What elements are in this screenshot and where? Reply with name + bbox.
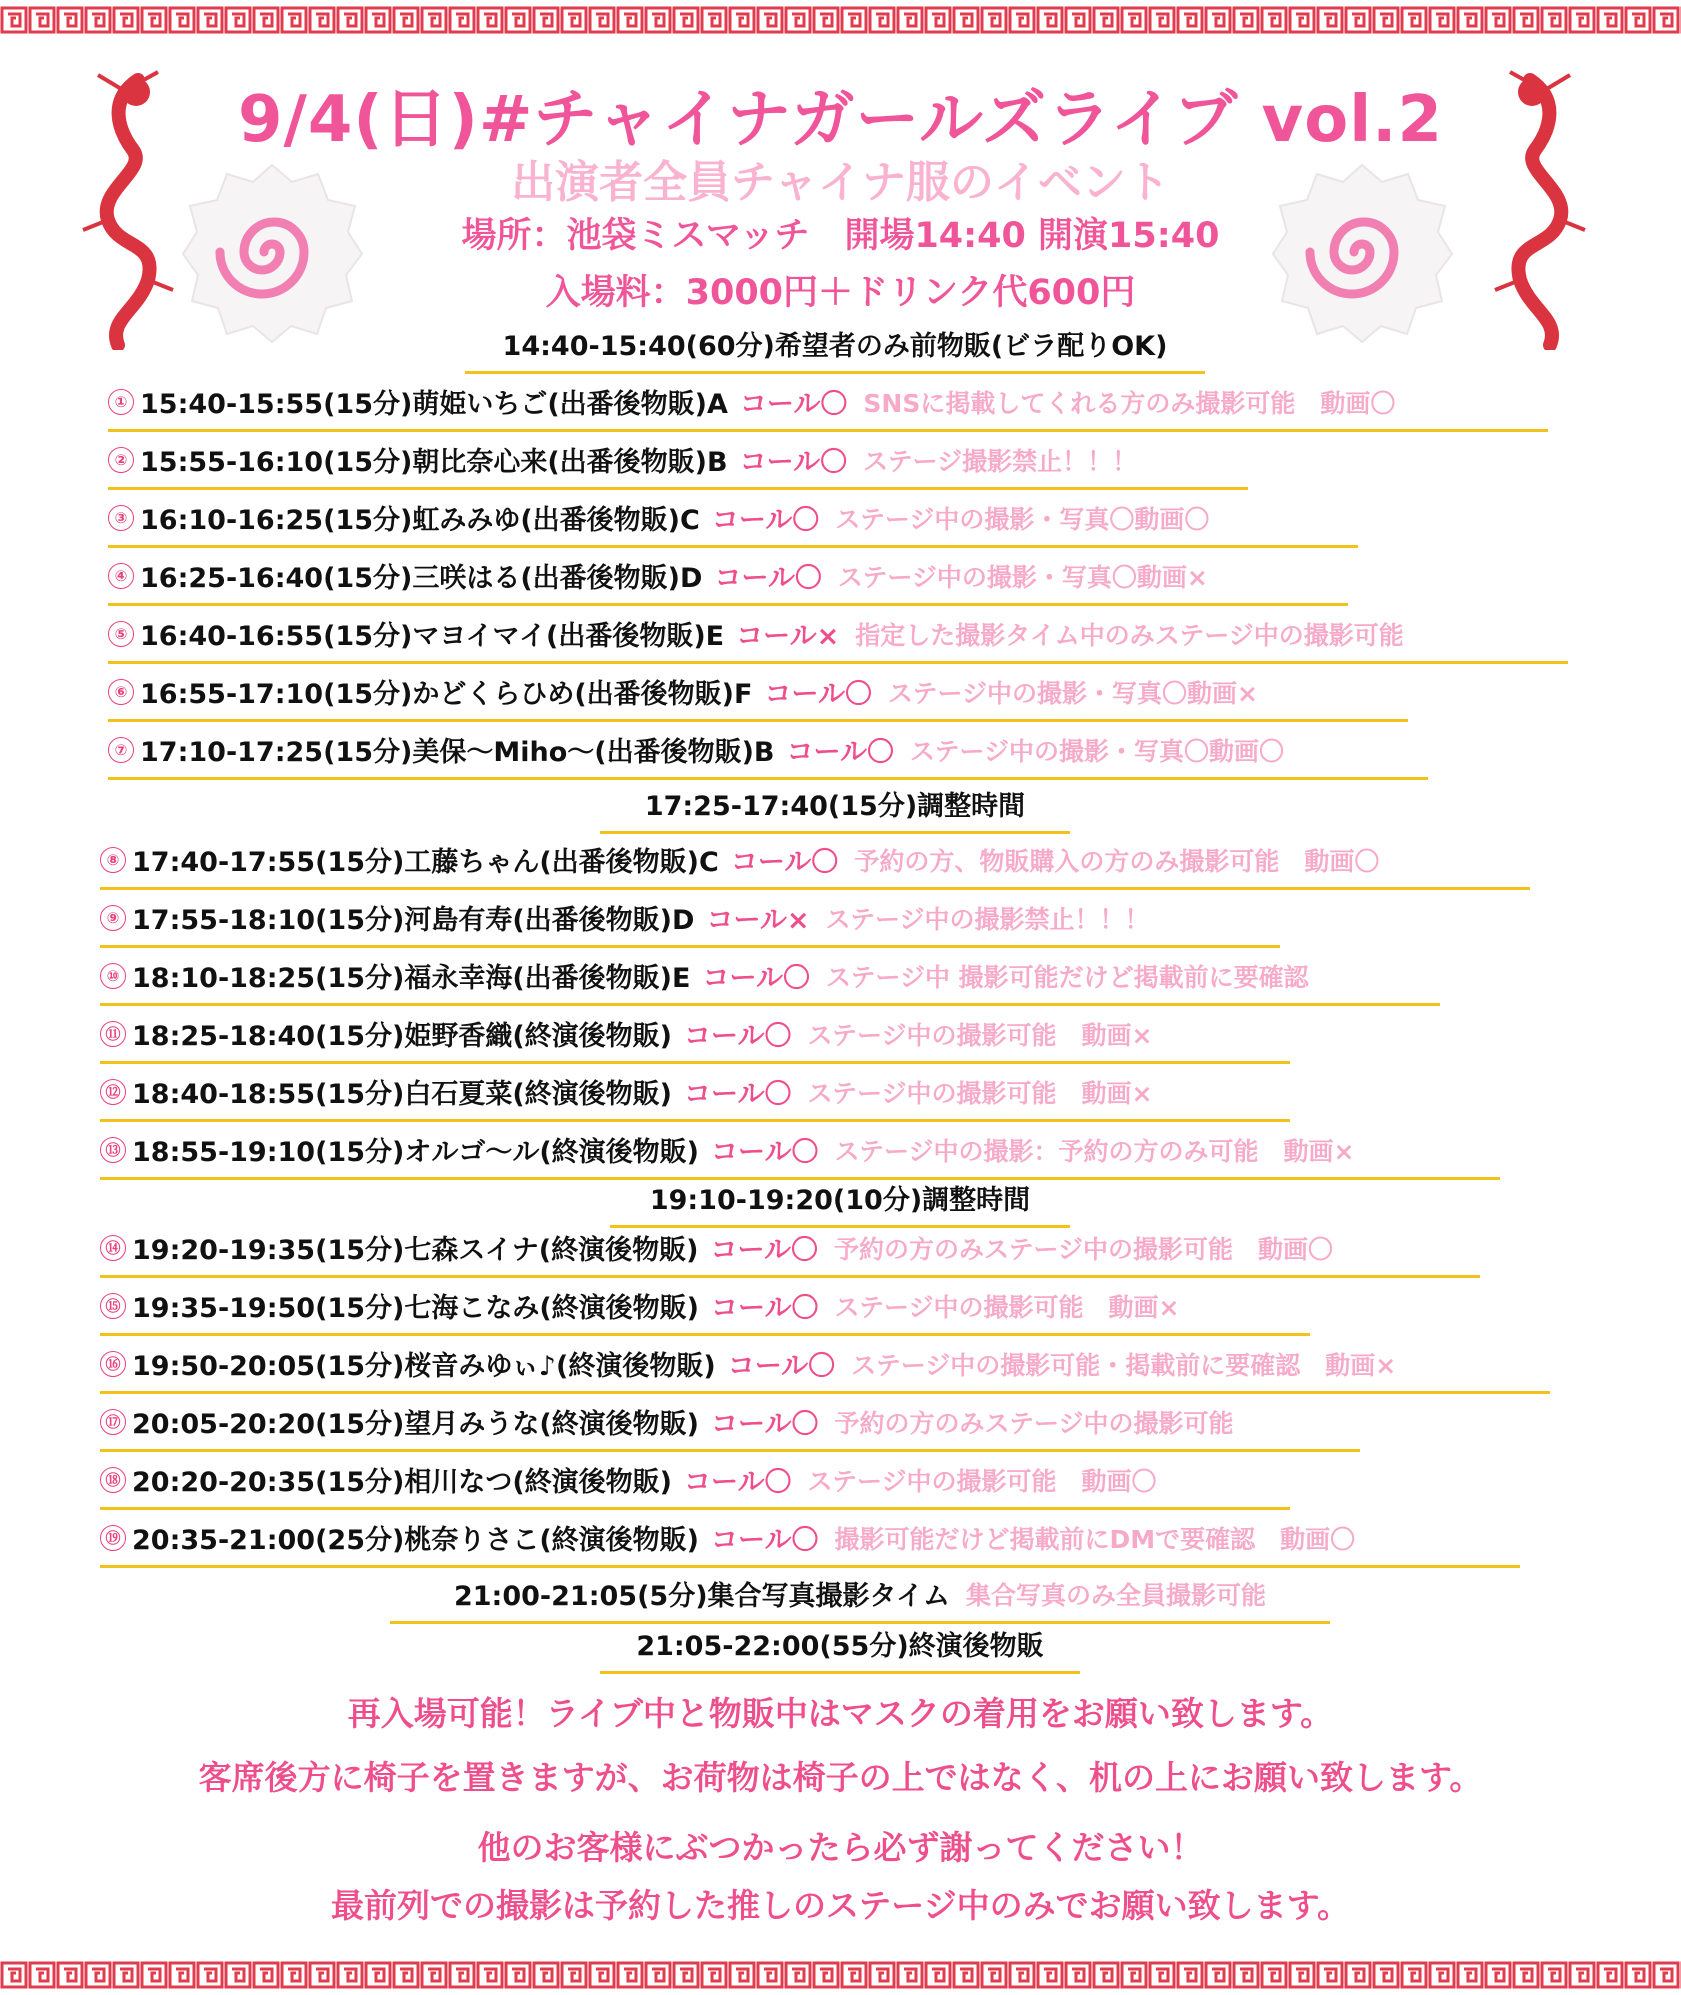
row-number: ⑲ <box>100 1525 126 1551</box>
row-note: ステージ撮影禁止！！！ <box>863 446 1138 476</box>
greek-key-border-bottom <box>0 1955 1681 1995</box>
schedule-row <box>100 832 1530 890</box>
row-note: 撮影可能だけど掲載前にDMで要確認 動画〇 <box>834 1524 1356 1554</box>
row-note: ステージ中の撮影禁止！！！ <box>825 904 1150 934</box>
row-number: ⑤ <box>108 621 134 647</box>
row-note: ステージ中の撮影・写真〇動画〇 <box>835 504 1210 534</box>
row-main: 19:35-19:50(15分)七海こなみ(終演後物販) <box>132 1293 700 1324</box>
row-number: ⑦ <box>108 737 134 763</box>
notice-front-row: 最前列での撮影は予約した推しのステージ中のみでお願い致します。 <box>330 1886 1351 1925</box>
break-text: 19:10-19:20(10分)調整時間 <box>649 1185 1031 1216</box>
row-number: ⑧ <box>100 847 126 873</box>
row-main: 20:20-20:35(15分)相川なつ(終演後物販) <box>132 1467 673 1498</box>
row-main: 17:10-17:25(15分)美保～Miho～(出番後物販)B <box>140 737 775 768</box>
schedule-row <box>100 1220 1480 1278</box>
row-note: SNSに掲載してくれる方のみ撮影可能 動画〇 <box>863 388 1396 418</box>
break-text: 14:40-15:40(60分)希望者のみ前物販(ビラ配りOK) <box>502 331 1168 362</box>
schedule-row <box>100 1006 1290 1064</box>
break-text: 17:25-17:40(15分)調整時間 <box>644 791 1026 822</box>
row-main: 19:20-19:35(15分)七森スイナ(終演後物販) <box>132 1235 699 1266</box>
row-number: ① <box>108 389 134 415</box>
schedule-row <box>108 374 1548 432</box>
row-note: ステージ中 撮影可能だけど掲載前に要確認 <box>825 962 1309 992</box>
row-note: 予約の方のみステージ中の撮影可能 動画〇 <box>833 1234 1333 1264</box>
row-number: ⑨ <box>100 905 126 931</box>
row-call: コール〇 <box>711 1525 819 1556</box>
row-main: 18:40-18:55(15分)白石夏菜(終演後物販) <box>132 1079 673 1110</box>
row-call: コール〇 <box>711 1409 819 1440</box>
row-call: コール〇 <box>711 1137 819 1168</box>
row-number: ⑯ <box>100 1351 126 1377</box>
row-note: ステージ中の撮影・写真〇動画× <box>837 562 1208 592</box>
row-call: コール〇 <box>684 1021 792 1052</box>
row-main: 20:35-21:00(25分)桃奈りさこ(終演後物販) <box>132 1525 700 1556</box>
row-number: ⑱ <box>100 1467 126 1493</box>
schedule-row <box>100 1278 1310 1336</box>
schedule-row <box>100 1394 1360 1452</box>
schedule-row <box>108 548 1348 606</box>
notice-reentry: 再入場可能！ライブ中と物販中はマスクの着用をお願い致します。 <box>347 1694 1334 1733</box>
venue-info: 場所：池袋ミスマッチ 開場14:40 開演15:40 <box>461 216 1220 256</box>
schedule-row <box>100 1336 1550 1394</box>
row-note: ステージ中の撮影可能 動画〇 <box>807 1466 1157 1496</box>
notice-chairs: 客席後方に椅子を置きますが、お荷物は椅子の上ではなく、机の上にお願い致します。 <box>198 1758 1483 1797</box>
row-call: コール〇 <box>684 1079 792 1110</box>
break-note: 集合写真のみ全員撮影可能 <box>966 1580 1267 1610</box>
row-main: 17:55-18:10(15分)河島有寿(出番後物販)D <box>132 905 695 936</box>
row-note: 指定した撮影タイム中のみステージ中の撮影可能 <box>855 620 1404 650</box>
schedule-row <box>100 1452 1290 1510</box>
row-number: ⑫ <box>100 1079 126 1105</box>
break-text: 21:00-21:05(5分)集合写真撮影タイム <box>453 1581 950 1612</box>
row-note: ステージ中の撮影可能 動画× <box>807 1078 1153 1108</box>
entry-fee: 入場料：3000円＋ドリンク代600円 <box>545 273 1136 313</box>
row-number: ⑪ <box>100 1021 126 1047</box>
schedule-row <box>100 948 1440 1006</box>
row-call: コール〇 <box>710 1235 818 1266</box>
schedule-break <box>465 316 1205 374</box>
row-note: ステージ中の撮影・写真〇動画× <box>887 678 1258 708</box>
row-number: ⑬ <box>100 1137 126 1163</box>
schedule-row <box>108 490 1358 548</box>
row-call: コール〇 <box>739 447 848 478</box>
row-main: 15:55-16:10(15分)朝比奈心来(出番後物販)B <box>140 447 728 478</box>
row-note: ステージ中の撮影：予約の方のみ可能 動画× <box>834 1136 1355 1166</box>
row-number: ⑩ <box>100 963 126 989</box>
schedule-break <box>600 1616 1080 1674</box>
row-note: ステージ中の撮影可能 動画× <box>807 1020 1153 1050</box>
break-text: 21:05-22:00(55分)終演後物販 <box>636 1631 1044 1662</box>
row-number: ⑥ <box>108 679 134 705</box>
schedule-row <box>108 722 1428 780</box>
row-call: コール〇 <box>739 389 848 420</box>
row-call: コール〇 <box>711 1293 819 1324</box>
row-main: 16:25-16:40(15分)三咲はる(出番後物販)D <box>140 563 703 594</box>
schedule-row <box>100 1510 1520 1568</box>
row-number: ⑮ <box>100 1293 126 1319</box>
schedule-row <box>100 1064 1290 1122</box>
greek-key-border-top <box>0 0 1681 40</box>
row-number: ⑭ <box>100 1235 126 1261</box>
row-call: コール〇 <box>702 963 810 994</box>
row-call: コール× <box>736 621 840 652</box>
schedule-row <box>108 606 1568 664</box>
row-main: 18:25-18:40(15分)姫野香織(終演後物販) <box>132 1021 673 1052</box>
notice-apologize: 他のお客様にぶつかったら必ず謝ってください！ <box>477 1828 1204 1867</box>
row-number: ② <box>108 447 134 473</box>
row-note: ステージ中の撮影・写真〇動画〇 <box>909 736 1284 766</box>
row-call: コール〇 <box>730 847 839 878</box>
row-note: ステージ中の撮影可能・掲載前に要確認 動画× <box>851 1350 1397 1380</box>
row-note: 予約の方のみステージ中の撮影可能 <box>834 1408 1234 1438</box>
row-number: ⑰ <box>100 1409 126 1435</box>
row-call: コール〇 <box>714 563 822 594</box>
event-subtitle: 出演者全員チャイナ服のイベント <box>511 157 1170 208</box>
row-main: 16:10-16:25(15分)虹みみゆ(出番後物販)C <box>140 505 700 536</box>
schedule-break <box>600 776 1070 834</box>
row-note: 予約の方、物販購入の方のみ撮影可能 動画〇 <box>854 846 1380 876</box>
schedule-row <box>108 432 1248 490</box>
row-main: 15:40-15:55(15分)萌姫いちご(出番後物販)A <box>140 389 728 420</box>
row-main: 18:10-18:25(15分)福永幸海(出番後物販)E <box>132 963 691 994</box>
row-number: ③ <box>108 505 134 531</box>
schedule-row <box>108 664 1408 722</box>
row-call: コール〇 <box>684 1467 792 1498</box>
row-call: コール〇 <box>764 679 872 710</box>
row-main: 19:50-20:05(15分)桜音みゆぃ♪(終演後物販) <box>132 1351 716 1382</box>
row-call: コール〇 <box>786 737 894 768</box>
row-call: コール〇 <box>727 1351 836 1382</box>
row-main: 16:40-16:55(15分)マヨイマイ(出番後物販)E <box>140 621 725 652</box>
row-call: コール〇 <box>711 505 820 536</box>
row-main: 17:40-17:55(15分)工藤ちゃん(出番後物販)C <box>132 847 719 878</box>
row-main: 20:05-20:20(15分)望月みうな(終演後物販) <box>132 1409 700 1440</box>
row-main: 16:55-17:10(15分)かどくらひめ(出番後物販)F <box>140 679 753 710</box>
event-title: 9/4(日)#チャイナガールズライブ vol.2 <box>237 83 1444 157</box>
row-number: ④ <box>108 563 134 589</box>
row-note: ステージ中の撮影可能 動画× <box>834 1292 1180 1322</box>
schedule-row <box>100 890 1280 948</box>
row-main: 18:55-19:10(15分)オルゴ～ル(終演後物販) <box>132 1137 700 1168</box>
row-call: コール× <box>706 905 810 936</box>
